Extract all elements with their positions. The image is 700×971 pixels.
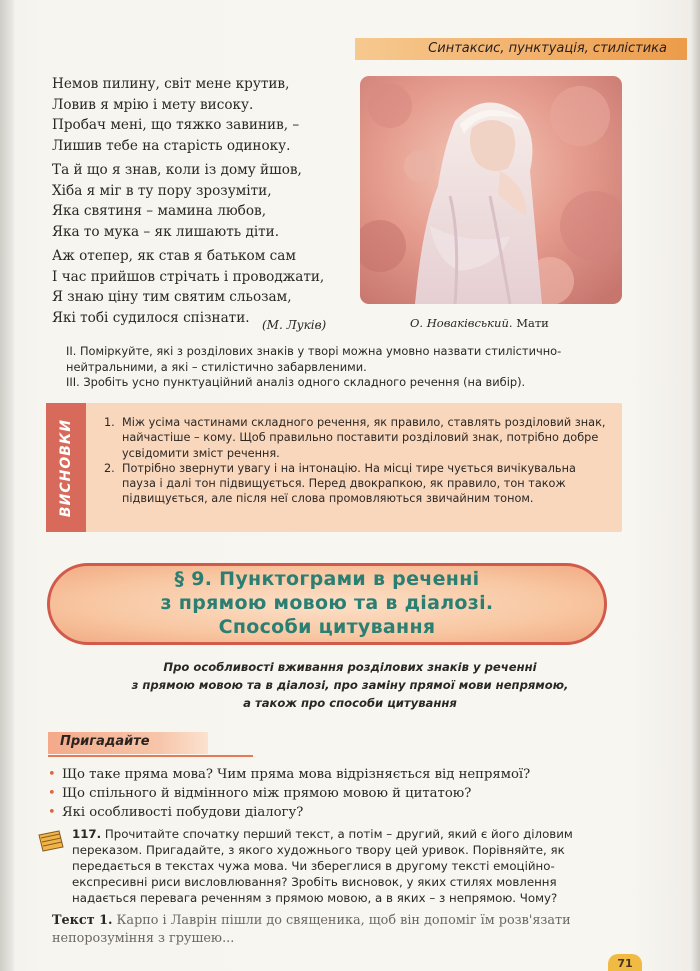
poem-line: Яка то мука – як лишають діти. xyxy=(52,223,280,240)
conclusion-item xyxy=(104,461,612,507)
poem-line: Та й що я знав, коли із дому йшов, xyxy=(52,162,302,178)
poem-line: Які тобі судилося спізнати. xyxy=(52,309,250,326)
task-2: II. Поміркуйте, які з розділових знаків у творі можна умовно назвати стилістично-нейтральними, а які – стилістично забарвленими. xyxy=(66,344,562,374)
poem-attribution: (М. Луків) xyxy=(262,318,327,332)
bullet-icon: • xyxy=(48,767,56,782)
poem-line: І час прийшов стрічать і проводжати, xyxy=(52,268,325,285)
conclusions-box xyxy=(46,403,622,532)
question-text: Що таке пряма мова? Чим пряма мова відрізняється від непрямої? xyxy=(62,767,531,782)
poem-line: Ловив я мрію і мету високу. xyxy=(52,96,254,113)
conclusion-number: 2. xyxy=(104,461,115,475)
poem-line: Пробач мені, що тяжко завинив, – xyxy=(52,117,300,133)
question-text: Які особливості побудови діалогу? xyxy=(62,805,304,820)
section-title-line: § 9. Пунктограми в реченні xyxy=(174,568,480,590)
section-about-line: з прямою мовою та в діалозі, про заміну прямої мови непрямою, xyxy=(131,678,569,692)
conclusions-tab xyxy=(46,403,86,532)
conclusion-text: Потрібно звернути увагу і на інтонацію. На місці тире чується вичікувальна пауза і далі тон підвищується. Перед двокрапкою, як правило, тон також підвищується, але після неї слова промовляються звичайним тоном. xyxy=(122,461,576,506)
painting-caption xyxy=(410,316,549,330)
remember-questions xyxy=(48,765,608,822)
section-title-banner xyxy=(47,563,607,645)
task-3: III. Зробіть усно пунктуаційний аналіз одного складного речення (на вибір). xyxy=(66,375,526,390)
remember-heading xyxy=(48,732,208,754)
section-title-line: з прямою мовою та в діалозі. xyxy=(160,592,494,614)
text-1 xyxy=(52,912,618,948)
exercise-number: 117. xyxy=(72,827,102,841)
remember-label: Пригадайте xyxy=(60,734,150,749)
bullet-icon: • xyxy=(48,786,56,801)
poem-line: Яка святиня – мамина любов, xyxy=(52,203,267,219)
conclusion-number: 1. xyxy=(104,416,115,429)
bullet-icon: • xyxy=(48,805,56,820)
running-header xyxy=(355,38,687,60)
conclusions-list xyxy=(104,415,612,507)
painting-illustration xyxy=(360,76,622,304)
question-item xyxy=(48,765,608,784)
conclusion-item xyxy=(104,415,612,461)
text-1-label: Текст 1. xyxy=(52,913,113,928)
notebook-icon xyxy=(37,829,65,853)
section-about-line: а також про способи цитування xyxy=(243,696,457,710)
tasks xyxy=(66,344,618,391)
question-item xyxy=(48,803,608,822)
exercise-117 xyxy=(72,826,620,906)
poem-line: Аж отепер, як став я батьком сам xyxy=(52,248,296,264)
question-text: Що спільного й відмінного між прямою мовою й цитатою? xyxy=(62,786,472,801)
painting-artist: О. Новаківський. xyxy=(410,316,513,330)
painting-title: Мати xyxy=(516,316,549,330)
poem-line: Лишив тебе на старість одиноку. xyxy=(52,137,291,154)
poem-line: Хіба я міг в ту пору зрозуміти, xyxy=(52,182,272,199)
question-item xyxy=(48,784,608,803)
section-title-line: Способи цитування xyxy=(218,616,436,638)
section-about-line: Про особливості вживання розділових знаків у реченні xyxy=(163,660,537,674)
text-1-body: Карпо і Лаврін пішли до священика, щоб він допоміг їм розв'язати непорозуміння з грушею... xyxy=(52,913,571,946)
conclusions-label: ВИСНОВКИ xyxy=(58,418,74,517)
page-number: 71 xyxy=(608,954,642,971)
poem-stanza-2 xyxy=(52,160,302,242)
painting-mother xyxy=(360,76,622,304)
poem-stanza-3 xyxy=(52,246,324,328)
poem-stanza-1 xyxy=(52,74,299,156)
poem-line: Немов пилину, світ мене крутив, xyxy=(52,76,290,92)
poem-line: Я знаю ціну тим святим сльозам, xyxy=(52,289,292,305)
running-title: Синтаксис, пунктуація, стилістика xyxy=(428,41,667,56)
conclusion-text: Між усіма частинами складного речення, як правило, ставлять розділовий знак, найчастіше – кому. Щоб правильно поставити розділовий знак, потрібно добре усвідомити зміст речення. xyxy=(122,416,606,460)
exercise-text: Прочитайте спочатку перший текст, а потім – другий, який є його діловим переказом. Пригадайте, з якого художнього твору цей уривок. Порівняйте, як передається в текстах чужа мова. Чи збереглися в другому тексті емоційно-експресивні риси висловлювання? Зробіть висновок, у яких стилях мовлення надається перевага реченням з прямою мовою, а в яких – з непрямою. Чому? xyxy=(72,827,573,905)
